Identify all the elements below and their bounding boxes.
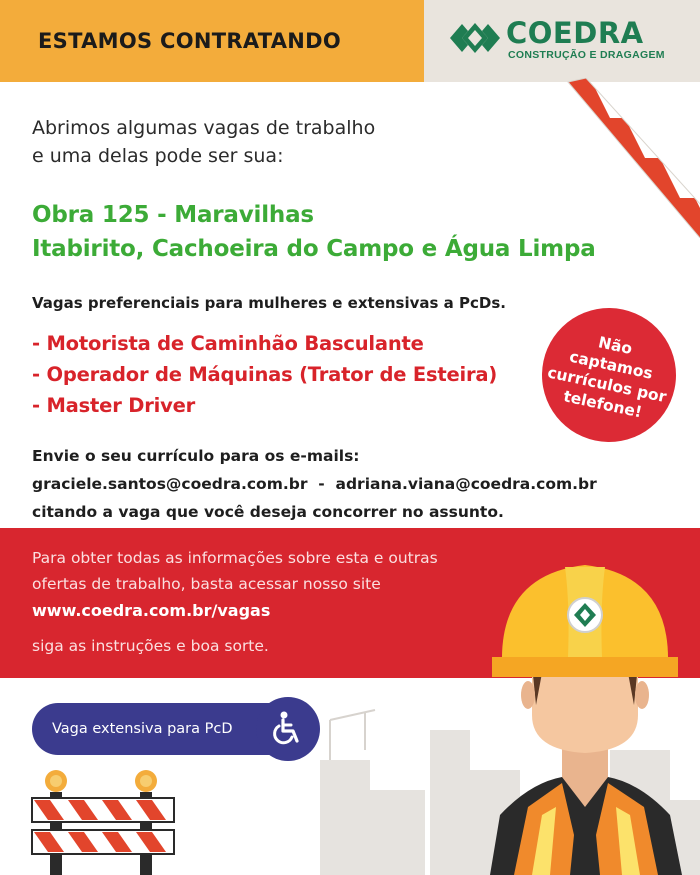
info-footer: siga as instruções e boa sorte. xyxy=(32,637,269,655)
no-phone-badge xyxy=(530,296,689,455)
company-logo xyxy=(424,0,700,82)
email-addresses: graciele.santos@coedra.com.br - adriana.viana@coedra.com.br xyxy=(32,475,597,493)
info-text xyxy=(32,545,512,597)
wheelchair-icon xyxy=(268,709,308,749)
intro-text xyxy=(32,114,452,170)
logo-subtitle: CONSTRUÇÃO E DRAGAGEM xyxy=(508,49,665,61)
job-list xyxy=(32,328,552,421)
website-link[interactable]: www.coedra.com.br/vagas xyxy=(32,601,271,620)
logo-name: COEDRA xyxy=(506,16,644,50)
hiring-banner xyxy=(0,0,424,82)
badge-text: Não captamos currículos por telefone! xyxy=(545,333,668,422)
send-resume-section xyxy=(32,442,672,526)
project-headline xyxy=(32,198,692,266)
road-barrier-illustration xyxy=(28,768,178,875)
info-line-1: Para obter todas as informações sobre esta e outras xyxy=(32,549,438,567)
headline-line-2: Itabirito, Cachoeira do Campo e Água Limpa xyxy=(32,236,596,262)
hiring-title: ESTAMOS CONTRATANDO xyxy=(38,29,342,53)
send-heading: Envie o seu currículo para os e-mails: xyxy=(32,447,360,465)
intro-line-1: Abrimos algumas vagas de trabalho xyxy=(32,117,376,139)
headline-line-1: Obra 125 - Maravilhas xyxy=(32,202,314,228)
coedra-diamond-logo-icon xyxy=(448,18,502,58)
preference-note: Vagas preferenciais para mulheres e extensivas a PcDs. xyxy=(32,294,506,312)
job-item: - Operador de Máquinas (Trator de Esteira) xyxy=(32,363,498,386)
job-item: - Master Driver xyxy=(32,394,196,417)
info-line-2: ofertas de trabalho, basta acessar nosso site xyxy=(32,575,381,593)
construction-worker-illustration xyxy=(470,545,700,875)
intro-line-2: e uma delas pode ser sua: xyxy=(32,145,284,167)
job-item: - Motorista de Caminhão Basculante xyxy=(32,332,424,355)
send-footer: citando a vaga que você deseja concorrer no assunto. xyxy=(32,503,504,521)
wheelchair-badge xyxy=(256,697,320,761)
pcd-label: Vaga extensiva para PcD xyxy=(52,721,233,737)
